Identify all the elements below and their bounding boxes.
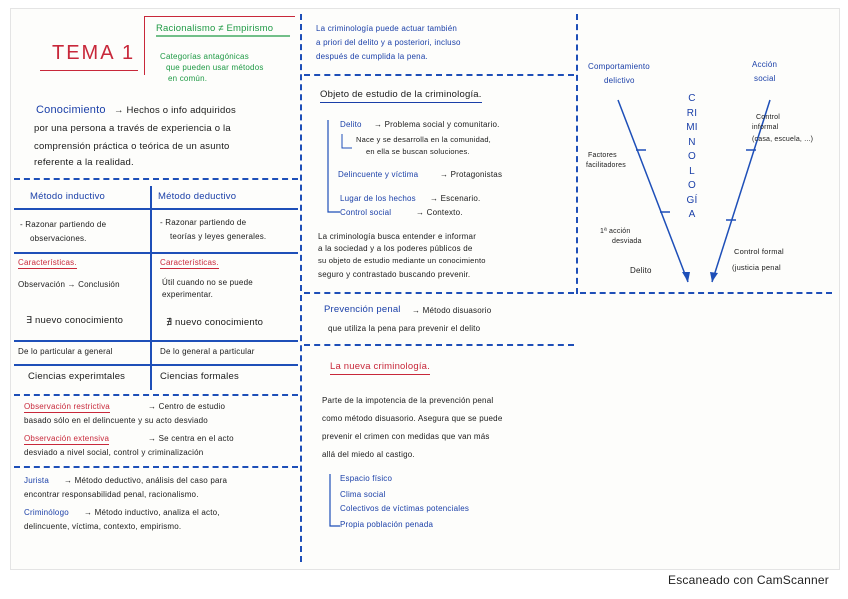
prevencion-term: Prevención penal <box>324 304 401 315</box>
deductivo-def-2: teorías y leyes generales. <box>170 232 267 241</box>
objeto-title: Objeto de estudio de la criminología. <box>320 90 482 103</box>
diagram-control-informal-3: (casa, escuela, ...) <box>752 136 814 143</box>
conocimiento-line-2: por una persona a través de experiencia o la <box>34 123 231 134</box>
nueva-item-1: Espacio físico <box>340 474 393 483</box>
nueva-item-2: Clima social <box>340 490 386 499</box>
actuar-line-3: después de cumplida la pena. <box>316 52 428 61</box>
metodo-deductivo-header: Método deductivo <box>158 191 237 202</box>
inductivo-caract-title: Características. <box>18 258 77 269</box>
divider-actuar <box>304 74 574 76</box>
metodos-dir-line <box>14 364 298 366</box>
inductivo-direction: De lo particular a general <box>18 347 113 356</box>
inductivo-car-2: ∃ nuevo conocimiento <box>26 315 124 326</box>
diagram-comportamiento-2: delictivo <box>604 76 635 85</box>
nueva-title: La nueva criminología. <box>330 362 430 375</box>
obs-extensiva-1: → Se centra en el acto <box>148 434 234 443</box>
delito-sub-arrow <box>342 134 352 148</box>
nueva-bracket <box>330 474 340 526</box>
objeto-lugar-def: → Escenario. <box>430 194 481 203</box>
diagram-criminologia-vertical: CRIMINOLOGÍA <box>686 93 698 220</box>
jurista-line-1: → Método deductivo, análisis del caso para <box>64 476 228 485</box>
deductivo-car-1a: Útil cuando no se puede <box>162 278 253 287</box>
jurista-term: Jurista <box>24 476 49 485</box>
obs-extensiva-term: Observación extensiva <box>24 434 109 445</box>
nueva-item-4: Propia población penada <box>340 520 434 529</box>
deductivo-def-1: - Razonar partiendo de <box>160 218 247 227</box>
camscanner-footer: Escaneado con CamScanner <box>668 573 829 587</box>
nueva-para-4: allá del miedo al castigo. <box>322 450 415 459</box>
diagram-factores-1: Factores <box>588 152 617 159</box>
divider-objeto <box>304 292 574 294</box>
metodo-inductivo-header: Método inductivo <box>30 191 106 202</box>
objeto-delito: Delito <box>340 120 362 129</box>
diagram-accion-2: social <box>754 74 776 83</box>
conocimiento-line-4: referente a la realidad. <box>34 157 134 168</box>
conocimiento-line-3: comprensión práctica o teórica de un asunto <box>34 141 230 152</box>
obs-restrictiva-1: → Centro de estudio <box>148 402 226 411</box>
inductivo-ciencias: Ciencias experimtales <box>28 371 126 382</box>
diagram-control-informal-2: informal <box>752 124 779 131</box>
jurista-line-2: encontrar responsabilidad penal, racionalismo. <box>24 490 199 499</box>
v-left-arrowhead <box>682 272 690 282</box>
inductivo-car-1: Observación → Conclusión <box>18 280 120 289</box>
metodos-header-line <box>14 208 298 210</box>
objeto-para-4: seguro y contrastado buscando prevenir. <box>318 270 471 279</box>
categorias-line-1: Categorías antagónicas <box>160 52 249 61</box>
prevencion-line-1: → Método disuasorio <box>412 306 492 315</box>
diagram-control-informal-1: Control <box>756 114 780 121</box>
diagram-control-formal-1: Control formal <box>734 247 784 256</box>
objeto-delincuente: Delincuente y víctima <box>338 170 419 179</box>
deductivo-direction: De lo general a particular <box>160 347 255 356</box>
conocimiento-term: Conocimiento <box>36 104 106 116</box>
metodos-car-line <box>14 340 298 342</box>
divider-prevencion <box>304 344 574 346</box>
deductivo-car-1b: experimentar. <box>162 290 214 299</box>
diagram-primera-2: desviada <box>612 238 642 245</box>
divider-diagram <box>580 292 832 294</box>
prevencion-line-2: que utiliza la pena para prevenir el delito <box>328 324 481 333</box>
actuar-line-1: La criminología puede actuar también <box>316 24 458 33</box>
metodos-col-divider <box>150 186 152 390</box>
obs-restrictiva-term: Observación restrictiva <box>24 402 110 413</box>
nueva-para-2: como método disuasorio. Asegura que se puede <box>322 414 503 423</box>
divider-metodos <box>14 394 298 396</box>
diagram-control-formal-2: (justicia penal <box>732 263 781 272</box>
diagram-comportamiento-1: Comportamiento <box>588 62 650 71</box>
nueva-para-3: prevenir el crimen con medidas que van más <box>322 432 490 441</box>
categorias-line-2: que pueden usar métodos <box>166 63 264 72</box>
objeto-para-3: su objeto de estudio mediante un conocimiento <box>318 256 486 265</box>
objeto-bracket <box>328 120 340 212</box>
objeto-lugar: Lugar de los hechos <box>340 194 416 203</box>
objeto-delincuente-def: → Protagonistas <box>440 170 503 179</box>
nueva-para-1: Parte de la impotencia de la prevención penal <box>322 396 494 405</box>
conocimiento-line-1: → Hechos o info adquiridos <box>114 105 236 116</box>
deductivo-ciencias: Ciencias formales <box>160 371 239 382</box>
diagram-primera-1: 1ª acción <box>600 228 631 235</box>
metodos-def-line <box>14 252 298 254</box>
inductivo-def-2: observaciones. <box>30 234 87 243</box>
criminologo-line-2: delincuente, víctima, contexto, empirismo. <box>24 522 182 531</box>
v-right-arrowhead <box>710 272 718 282</box>
inductivo-def-1: - Razonar partiendo de <box>20 220 107 229</box>
v-left-line <box>618 100 688 282</box>
diagram-factores-2: facilitadores <box>586 162 626 169</box>
objeto-delito-def: → Problema social y comunitario. <box>374 120 500 129</box>
obs-extensiva-2: desviado a nivel social, control y criminalización <box>24 448 204 457</box>
diagram-accion-1: Acción <box>752 60 778 69</box>
divider-observacion <box>14 466 298 468</box>
actuar-line-2: a priori del delito y a posteriori, incluso <box>316 38 461 47</box>
tema-title: TEMA 1 <box>52 42 136 64</box>
divider-right-col <box>576 14 578 294</box>
obs-restrictiva-2: basado sólo en el delincuente y su acto desviado <box>24 416 208 425</box>
nueva-item-3: Colectivos de víctimas potenciales <box>340 504 470 513</box>
rac-emp: Racionalismo ≠ Empirismo <box>156 23 274 34</box>
divider-left-col <box>300 14 302 562</box>
objeto-delito-sub-2: en ella se buscan soluciones. <box>366 147 470 156</box>
objeto-para-1: La criminología busca entender e informar <box>318 232 477 241</box>
objeto-control: Control social <box>340 208 392 217</box>
criminologo-line-1: → Método inductivo, analiza el acto, <box>84 508 220 517</box>
diagram-delito: Delito <box>630 266 652 275</box>
objeto-delito-sub-1: Nace y se desarrolla en la comunidad, <box>356 135 491 144</box>
categorias-line-3: en común. <box>168 74 208 83</box>
objeto-control-def: → Contexto. <box>416 208 463 217</box>
criminologo-term: Criminólogo <box>24 508 69 517</box>
deductivo-caract-title: Características. <box>160 258 219 269</box>
objeto-para-2: a la sociedad y a los poderes públicos de <box>318 244 473 253</box>
deductivo-car-2: ∄ nuevo conocimiento <box>166 317 264 328</box>
divider-conocimiento <box>14 178 298 180</box>
